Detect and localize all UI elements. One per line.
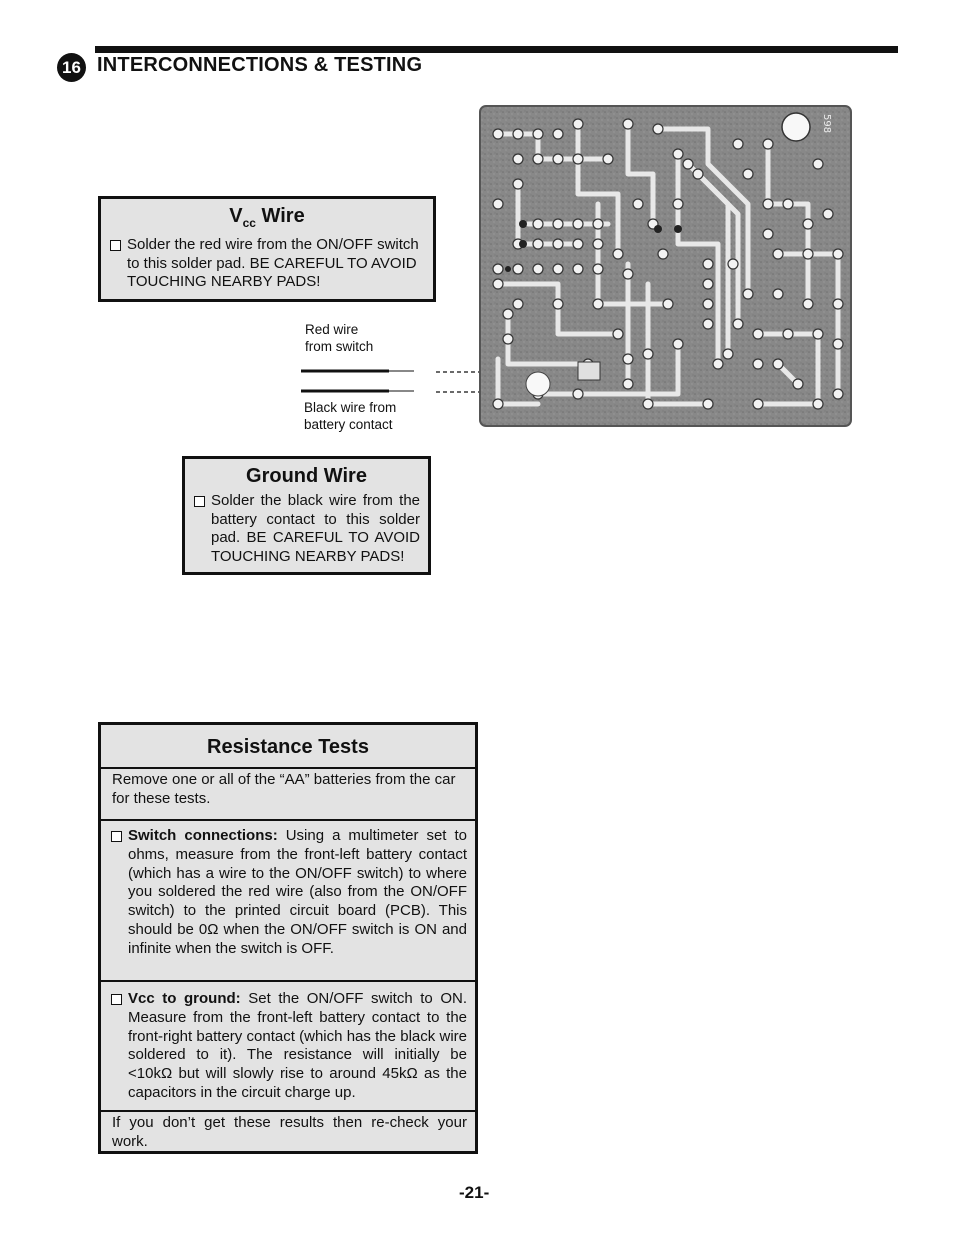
ground-wire-instruction <box>194 492 420 566</box>
resistance-tests-title: Resistance Tests <box>101 725 475 769</box>
ground-wire-box <box>182 456 431 575</box>
pcb-marking: 598 <box>821 114 832 134</box>
red-wire-caption: Red wire from switch <box>305 322 374 354</box>
switch-connections-label: Switch connections: <box>128 827 278 844</box>
page-number: -21- <box>459 1183 490 1202</box>
pcb-photo <box>478 104 853 428</box>
switch-connections-test <box>101 821 475 982</box>
pcb-solder-pad-large <box>526 372 550 396</box>
resistance-tests-box <box>98 722 478 1154</box>
vcc-to-ground-label: Vcc to ground: <box>128 990 241 1007</box>
vcc-to-ground-test <box>101 982 475 1112</box>
vcc-to-ground-checkbox[interactable] <box>111 994 122 1005</box>
vcc-to-ground-text: Set the ON/OFF switch to ON. Measure from the front-left battery contact to the front-right battery contact (which has the black wire soldered to it). The resistance will initially be <10kΩ but will slowly rise to around 45kΩ as the capacitors in the circuit charge up. <box>128 990 468 1101</box>
vcc-wire-title: $V_{cc}$ Wire <box>229 205 305 230</box>
resistance-tests-footer: If you don’t get these results then re-check your work. <box>112 1114 467 1150</box>
ground-wire-checkbox[interactable] <box>194 496 205 507</box>
resistance-tests-intro: Remove one or all of the “AA” batteries from the car for these tests. <box>101 769 475 821</box>
vcc-wire-text: Solder the red wire from the ON/OFF switch to this solder pad. BE CAREFUL TO AVOID TOUCHING NEARBY PADS! <box>127 236 419 290</box>
ground-wire-text: Solder the black wire from the battery contact to this solder pad. BE CAREFUL TO AVOID TOUCHING NEARBY PADS! <box>211 492 420 565</box>
ground-wire-title: Ground Wire <box>246 465 367 487</box>
pcb-vcc-pad <box>578 362 600 380</box>
switch-connections-text: Using a multimeter set to ohms, measure from the front-left battery contact (which has a wire to the ON/OFF switch) to where you soldered the red wire (also from the ON/OFF switch) to the printed circuit board (PCB). This should be 0Ω when the ON/OFF switch is ON and infinite when the switch is OFF. <box>128 827 467 957</box>
pcb-mounting-hole <box>782 113 810 141</box>
switch-connections-checkbox[interactable] <box>111 831 122 842</box>
black-wire-caption: Black wire from battery contact <box>304 400 397 432</box>
vcc-subscript: cc <box>242 216 256 230</box>
section-title: INTERCONNECTIONS & TESTING <box>97 54 423 76</box>
step-number-badge: 16 <box>57 53 86 82</box>
